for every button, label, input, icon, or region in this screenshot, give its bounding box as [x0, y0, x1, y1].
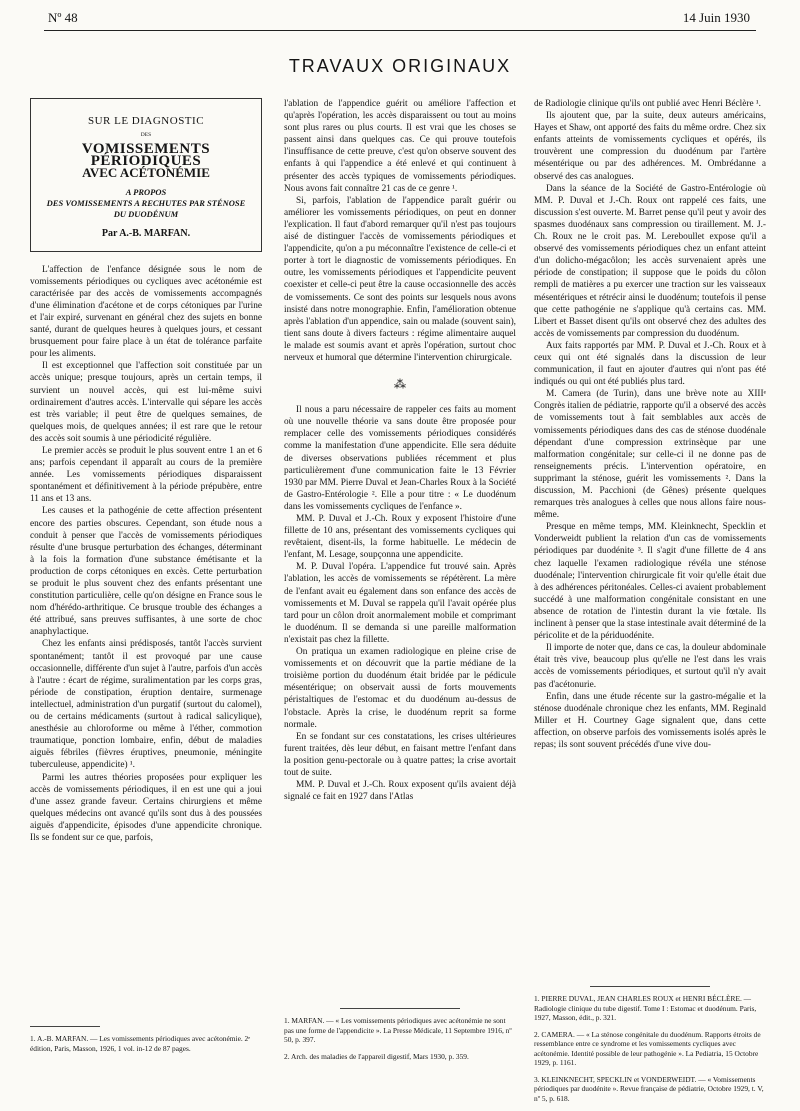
footnote: 3. KLEINKNECHT, SPECKLIN et VONDERWEIDT. — « Vomissements périodiques par duodénite ». Revue française de pédiatrie, Octobre 1929, t. V, nº 5, p. 618. — [534, 1075, 764, 1103]
column-2 — [284, 98, 516, 803]
subtitle-3: DU DUODÉNUM — [113, 209, 179, 220]
footnote-rule — [340, 1008, 460, 1009]
paragraph: Il est exceptionnel que l'affection soit constituée par un accès unique; presque toujours, après un certain temps, il survient un nouvel accès, qui est lui-même suivi ordinairement d'autres accès. L'intervalle qui sépare les accès est très variable; il peut être de quelques semaines, de quelques mois, de quelques années; il est rare que le retour des accès soit soumis à une périodicité régulière. — [30, 361, 262, 444]
paragraph: MM. P. Duval et J.-Ch. Roux y exposent l'histoire d'une fillette de 10 ans, présentant des vomissements cycliques qui revêtaient, disent-ils, la forme habituelle. Le médecin de l'enfant, M. Lesage, soupçonna une appendicite. — [284, 514, 516, 561]
paragraph: Ils ajoutent que, par la suite, deux auteurs américains, Hayes et Shaw, ont apporté des faits du même ordre. Chez six enfants atteints de vomissements cycliques et opérés, ils trouvèrent une compression du duodénum par l'artère mésentérique ou par des adhérences. M. Ombrédanne a observé des cas analogues. — [534, 111, 766, 182]
paragraph: Si, parfois, l'ablation de l'appendice paraît guérir ou améliorer les vomissements périodiques, on peut en donner l'explication. Il faut d'abord remarquer qu'il n'est pas toujours aisé de distinguer l'accès de vomissements périodiques et l'appendicite, qu'on a pu méconnaître l'existence de celle-ci et porter à tort le diagnostic de vomissements périodiques. En outre, les vomissements périodiques et l'appendicite peuvent coexister et celle-ci peut être la cause occasionnelle des accès de vomissements. Ce sont des points sur lesquels nous avons insisté dans notre monographie. Enfin, l'amélioration obtenue après l'ablation d'un appendice, sain ou malade (souvent sain), tient sans doute à divers facteurs : régime alimentaire auquel le malade est soumis avant et après l'opération, surtout choc nerveux et humoral que détermine l'intervention chirurgicale. — [284, 195, 516, 363]
paragraph: Parmi les autres théories proposées pour expliquer les accès de vomissements périodiques, il en est une qui a joui d'une assez grande faveur. Certains chirurgiens et même quelques médecins ont avancé qu'ils sont dus à des poussées aiguës d'appendicite, épisodes d'une appendicite chronique. Ils se fondent sur ce que, parfois, — [30, 772, 262, 843]
paragraph: Presque en même temps, MM. Kleinknecht, Specklin et Vonderweidt publient la relation d'un cas de vomissements périodiques par duodénite ³. Il s'agit d'une fillette de 4 ans chez laquelle l'examen radiologique révéla une sténose duodénale; l'intervention chirurgicale fit voir qu'elle était due à des adhérences péritonéales. Celles-ci avaient probablement succédé à une malformation congénitale consistant en une absence de rotation de l'intestin durant la vie fœtale. Ils inclinent à penser que la stase intestinale avait déterminé de la péricolite et de la périduodénite. — [534, 522, 766, 642]
paragraph: de Radiologie clinique qu'ils ont publié avec Henri Béclère ¹. — [534, 99, 762, 109]
footnote-rule — [30, 1026, 100, 1027]
article-title-box — [30, 98, 262, 252]
footnote: 1. A.-B. MARFAN. — Les vomissements périodiques avec acétonémie. 2ᵉ édition, Paris, Masson, 1926, 1 vol. in-12 de 87 pages. — [30, 1034, 251, 1053]
paragraph: M. P. Duval l'opéra. L'appendice fut trouvé sain. Après l'ablation, les accès de vomissements se répétèrent. La mère de l'enfant avait eu également dans son enfance des accès de vomissements et M. Duval se rappela qu'il l'avait opérée plus tard pour un côlon droit anormalement mobile et comprimant le duodénum. Il se demanda si une pareille malformation n'existait pas chez la fillette. — [284, 562, 516, 645]
footnote-rule — [590, 986, 710, 987]
paragraph: Chez les enfants ainsi prédisposés, tantôt l'accès survient spontanément; tantôt il est provoqué par une cause occasionnelle, différente d'un sujet à l'autre, parfois d'un accès à l'autre : écart de régime, suralimentation par les corps gras, période de constipation, éruption dentaire, surmenage intellectuel, administration d'un purgatif (surtout du calomel), ou de certains médicaments (surtout à radical salicylique), anesthésie au chloroforme ou même à l'éther, commotion traumatique, ponction lombaire, enfin, début de maladies aiguës fébriles (fièvres éruptives, pneumonie, méningite tuberculeuse, appendicite) ¹. — [30, 639, 262, 771]
footnotes-col-2 — [284, 1000, 516, 1069]
paragraph: Dans la séance de la Société de Gastro-Entérologie où MM. P. Duval et J.-Ch. Roux ont rappelé ces faits, une discussion s'est ouverte. M. Barret pense qu'il peut y avoir des spasmes duodénaux sans compression ou tiraillement. M. J.-Ch. Roux ne le croit pas. M. Lereboullet expose qu'il a observé des vomissements périodiques chez un enfant atteint d'un dolicho-mégacôlon; les accès survenaient après une période de constipation; il suppose que le poids du côlon rempli de matières a pu exercer une traction sur les vaisseaux mésentériques et rétrécir ainsi le duodénum; toutefois il pense que cette pathogénie ne s'applique qu'à certains cas. MM. Libert et Basset disent qu'ils ont observé chez des adultes des accès de vomissements par compression du duodénum. — [534, 183, 766, 339]
paragraph: Aux faits rapportés par MM. P. Duval et J.-Ch. Roux et à ceux qui ont été signalés dans la discussion de leur communication, il faut en ajouter d'autres qui n'ont pas été indiqués ou qui ont été publiés plus tard. — [534, 340, 766, 388]
paragraph: En se fondant sur ces constatations, les crises ultérieures furent traitées, dès leur début, en faisant mettre l'enfant dans la position genu-pectorale ou à quatre pattes; la crise avortait tout de suite. — [284, 731, 516, 778]
footnote: 2. CAMERA. — « La sténose congénitale du duodénum. Rapports étroits de ressemblance entre ce syndrome et les vomissements cycliques avec acétonémie. Identité possible de leur pathogénie ». La Pediatria, 15 Octobre 1929, p. 1161. — [534, 1030, 761, 1068]
title-des: DES — [140, 132, 152, 139]
subtitle-1: A PROPOS — [125, 187, 167, 198]
issue-number: Nº 48 — [48, 10, 78, 25]
footnotes-col-3 — [534, 978, 766, 1111]
paragraph: M. Camera (de Turin), dans une brève note au XIIIᵉ Congrès italien de pédiatrie, rapporte qu'il a observé des accès de vomissements tout à fait semblables aux accès de vomissements périodiques dans des cas de sténose duodénale dépendant d'une compression extrinsèque par une malformation congénitale; sur celle-ci il ne donne pas de renseignements précis. L'intervention opératoire, en supprimant la sténose, guérit les vomissements ². Dans la discussion, M. Pacchioni (de Gênes) présente quelques remarques très analogues à celles que nous allons faire nous-même. — [534, 389, 766, 521]
footnote: 1. PIERRE DUVAL, JEAN CHARLES ROUX et HENRI BÉCLÈRE. — Radiologie clinique du tube digestif. Tome I : Estomac et duodénum. Paris, 1927, Masson, édit., p. 321. — [534, 994, 757, 1023]
column-3 — [534, 98, 766, 751]
footnotes-col-1 — [30, 1018, 262, 1061]
paragraph: On pratiqua un examen radiologique en pleine crise de vomissements et on découvrit que la partie médiane de la troisième portion du duodénum était bridée par le pédicule mésentérique; on observait aussi de forts mouvements péristaltiques de l'estomac et du duodénum au-dessus de l'obstacle. Après la crise, le duodénum reprit sa forme normale. — [284, 647, 516, 730]
paragraph: Le premier accès se produit le plus souvent entre 1 an et 6 ans; parfois cependant il apparaît au cours de la première année. Les vomissements périodiques disparaissent spontanément et définitivement à la période prépubère, entre 11 ans et 13 ans. — [30, 445, 262, 505]
section-title: TRAVAUX ORIGINAUX — [288, 56, 512, 76]
header-rule — [44, 30, 756, 31]
issue-date: 14 Juin 1930 — [682, 10, 750, 25]
paragraph: Il nous a paru nécessaire de rappeler ces faits au moment où une nouvelle théorie va sans doute être proposée pour remplacer celle des vomissements périodiques considérés comme la manifestation d'une appendicite. Elle sera déduite de diverses observations publiées récemment et plus particulièrement d'une communication faite le 13 Février 1930 par MM. Pierre Duval et Jean-Charles Roux à la Société de Gastro-Entérologie ². Elle a pour titre : « Le duodénum dans les vomissements cycliques de l'enfance ». — [284, 405, 516, 512]
footnote: 2. Arch. des maladies de l'appareil digestif, Mars 1930, p. 359. — [284, 1052, 469, 1061]
section-separator: ⁂ — [394, 377, 406, 392]
paragraph: L'affection de l'enfance désignée sous le nom de vomissements périodiques ou cycliques avec acétonémie est caractérisée par des accès de vomissements accompagnés d'une élimination d'acétone et de corps cétoniques par l'urine et l'air expiré, survenant en général chez des sujets en bonne santé, durant de quelques heures à quelques jours, et cessant brusquement pour faire place à un état de tolérance parfaite pour les aliments. — [30, 264, 262, 360]
paragraph: Les causes et la pathogénie de cette affection présentent encore des parties obscures. Cependant, son étude nous a conduit à penser que l'accès de vomissements périodiques résulte d'une brusque perturbation des échanges, déterminant à la fois la formation d'une substance émétisante et la production de corps cétoniques en excès. Cette perturbation se produit le plus souvent chez des enfants présentant une constitution particulière, celle qu'on désigne en France sous le nom d'hérédo-arthritique. Ce brusque trouble des échanges a été attribué, sans preuves suffisantes, à une sorte de choc anaphylactique. — [30, 506, 262, 638]
subtitle-2: DES VOMISSEMENTS A RECHUTES PAR STÉNOSE — [46, 198, 246, 209]
title-line-3: AVEC ACÉTONÉMIE — [82, 165, 210, 181]
title-line-2: VOMISSEMENTS PÉRIODIQUES — [81, 141, 211, 170]
paragraph: l'ablation de l'appendice guérit ou améliore l'affection et qu'après l'opération, les accès disparaissent ou tout au moins sont plus rares ou plus courts. Il est vrai que les choses se passent ainsi dans quelques cas. Ce qui prouve toutefois l'insuffisance de cette preuve, c'est qu'on observe souvent des enfants à qui l'appendice a été enlevé et qui continuent à présenter des accès typiques de vomissements périodiques. Nous avons fait connaître 21 cas de ce genre ¹. — [284, 99, 516, 194]
footnote: 1. MARFAN. — « Les vomissements périodiques avec acétonémie ne sont pas une forme de l'appendicite ». La Presse Médicale, 11 Septembre 1916, nº 50, p. 397. — [284, 1016, 512, 1045]
column-1 — [30, 98, 262, 844]
title-line-1: SUR LE DIAGNOSTIC — [87, 115, 205, 127]
paragraph: Il importe de noter que, dans ce cas, la douleur abdominale était très vive, beaucoup plus qu'elle ne l'est dans les vrais accès de vomissements périodiques, et surtout qu'il n'y avait pas d'acétonurie. — [534, 643, 766, 690]
article-author: Par A.-B. MARFAN. — [101, 228, 191, 240]
paragraph: MM. P. Duval et J.-Ch. Roux exposent qu'ils avaient déjà signalé ce fait en 1927 dans l'Atlas — [284, 780, 516, 803]
paragraph: Enfin, dans une étude récente sur la gastro-mégalie et la sténose duodénale chronique chez les enfants, MM. Reginald Miller et H. Courtney Gage signalent que, dans cette affection, on observe parfois des vomissements isolés après le repas; ils sont souvent précédés d'une vive dou- — [534, 691, 766, 750]
